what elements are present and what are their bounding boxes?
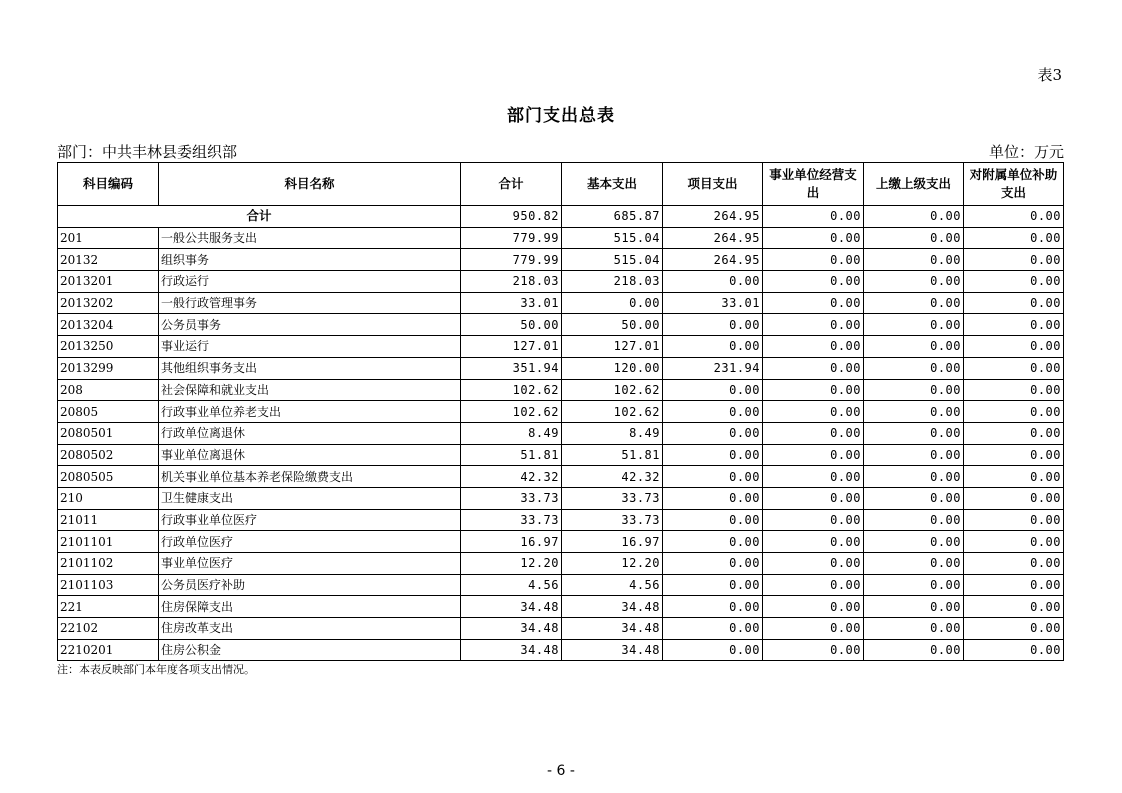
cell-superior: 0.00 bbox=[864, 336, 964, 358]
cell-total: 102.62 bbox=[461, 401, 562, 423]
cell-business: 0.00 bbox=[763, 618, 864, 640]
cell-total: 33.73 bbox=[461, 509, 562, 531]
cell-superior: 0.00 bbox=[864, 401, 964, 423]
cell-basic: 33.73 bbox=[562, 487, 663, 509]
cell-subsidy: 0.00 bbox=[964, 401, 1064, 423]
cell-code: 20805 bbox=[58, 401, 159, 423]
cell-code: 21011 bbox=[58, 509, 159, 531]
cell-project: 0.00 bbox=[663, 553, 763, 575]
cell-basic: 515.04 bbox=[562, 249, 663, 271]
cell-total: 16.97 bbox=[461, 531, 562, 553]
header-business: 事业单位经营支出 bbox=[763, 163, 864, 206]
cell-subsidy: 0.00 bbox=[964, 314, 1064, 336]
cell-total: 34.48 bbox=[461, 618, 562, 640]
cell-project: 0.00 bbox=[663, 401, 763, 423]
table-row bbox=[58, 336, 1064, 358]
cell-subsidy: 0.00 bbox=[964, 271, 1064, 293]
cell-code: 221 bbox=[58, 596, 159, 618]
header-project: 项目支出 bbox=[663, 163, 763, 206]
cell-code: 2013250 bbox=[58, 336, 159, 358]
cell-project: 0.00 bbox=[663, 379, 763, 401]
table-row bbox=[58, 227, 1064, 249]
cell-name: 社会保障和就业支出 bbox=[159, 379, 461, 401]
cell-total: 12.20 bbox=[461, 553, 562, 575]
cell-basic: 34.48 bbox=[562, 639, 663, 661]
cell-subsidy: 0.00 bbox=[964, 639, 1064, 661]
cell-total: 4.56 bbox=[461, 574, 562, 596]
cell-superior: 0.00 bbox=[864, 444, 964, 466]
cell-subsidy: 0.00 bbox=[964, 553, 1064, 575]
total-row-business: 0.00 bbox=[763, 206, 864, 228]
cell-superior: 0.00 bbox=[864, 357, 964, 379]
cell-basic: 16.97 bbox=[562, 531, 663, 553]
total-row-basic: 685.87 bbox=[562, 206, 663, 228]
cell-code: 2101102 bbox=[58, 553, 159, 575]
cell-project: 0.00 bbox=[663, 466, 763, 488]
cell-superior: 0.00 bbox=[864, 531, 964, 553]
cell-subsidy: 0.00 bbox=[964, 357, 1064, 379]
cell-project: 0.00 bbox=[663, 618, 763, 640]
cell-subsidy: 0.00 bbox=[964, 487, 1064, 509]
cell-superior: 0.00 bbox=[864, 271, 964, 293]
cell-name: 机关事业单位基本养老保险缴费支出 bbox=[159, 466, 461, 488]
cell-basic: 218.03 bbox=[562, 271, 663, 293]
cell-name: 其他组织事务支出 bbox=[159, 357, 461, 379]
header-superior: 上缴上级支出 bbox=[864, 163, 964, 206]
cell-project: 264.95 bbox=[663, 249, 763, 271]
table-row bbox=[58, 574, 1064, 596]
cell-subsidy: 0.00 bbox=[964, 618, 1064, 640]
cell-subsidy: 0.00 bbox=[964, 466, 1064, 488]
cell-superior: 0.00 bbox=[864, 553, 964, 575]
table-row bbox=[58, 639, 1064, 661]
cell-project: 33.01 bbox=[663, 292, 763, 314]
cell-business: 0.00 bbox=[763, 639, 864, 661]
cell-basic: 8.49 bbox=[562, 422, 663, 444]
header-total: 合计 bbox=[461, 163, 562, 206]
cell-superior: 0.00 bbox=[864, 227, 964, 249]
cell-business: 0.00 bbox=[763, 596, 864, 618]
cell-subsidy: 0.00 bbox=[964, 249, 1064, 271]
cell-name: 事业运行 bbox=[159, 336, 461, 358]
cell-project: 231.94 bbox=[663, 357, 763, 379]
cell-basic: 120.00 bbox=[562, 357, 663, 379]
cell-subsidy: 0.00 bbox=[964, 379, 1064, 401]
cell-superior: 0.00 bbox=[864, 379, 964, 401]
table-number: 表3 bbox=[1037, 66, 1062, 84]
cell-total: 218.03 bbox=[461, 271, 562, 293]
cell-project: 264.95 bbox=[663, 227, 763, 249]
header-name: 科目名称 bbox=[159, 163, 461, 206]
cell-code: 210 bbox=[58, 487, 159, 509]
cell-code: 2080501 bbox=[58, 422, 159, 444]
table-note: 注：本表反映部门本年度各项支出情况。 bbox=[57, 663, 255, 676]
cell-superior: 0.00 bbox=[864, 292, 964, 314]
header-basic: 基本支出 bbox=[562, 163, 663, 206]
total-row bbox=[58, 206, 1064, 228]
cell-name: 住房保障支出 bbox=[159, 596, 461, 618]
cell-total: 8.49 bbox=[461, 422, 562, 444]
cell-total: 42.32 bbox=[461, 466, 562, 488]
cell-superior: 0.00 bbox=[864, 314, 964, 336]
cell-total: 33.01 bbox=[461, 292, 562, 314]
cell-code: 2210201 bbox=[58, 639, 159, 661]
table-row bbox=[58, 249, 1064, 271]
total-row-subsidy: 0.00 bbox=[964, 206, 1064, 228]
table-row bbox=[58, 487, 1064, 509]
page-title: 部门支出总表 bbox=[507, 106, 615, 126]
cell-superior: 0.00 bbox=[864, 596, 964, 618]
table-row bbox=[58, 379, 1064, 401]
page-number: - 6 - bbox=[547, 763, 575, 779]
cell-total: 34.48 bbox=[461, 596, 562, 618]
table-row bbox=[58, 357, 1064, 379]
unit-label: 单位：万元 bbox=[988, 143, 1064, 161]
cell-project: 0.00 bbox=[663, 422, 763, 444]
cell-code: 2013202 bbox=[58, 292, 159, 314]
table-row bbox=[58, 271, 1064, 293]
cell-project: 0.00 bbox=[663, 639, 763, 661]
cell-subsidy: 0.00 bbox=[964, 574, 1064, 596]
cell-subsidy: 0.00 bbox=[964, 531, 1064, 553]
table-header bbox=[58, 163, 1064, 206]
cell-business: 0.00 bbox=[763, 531, 864, 553]
cell-business: 0.00 bbox=[763, 271, 864, 293]
cell-name: 行政运行 bbox=[159, 271, 461, 293]
cell-name: 卫生健康支出 bbox=[159, 487, 461, 509]
cell-code: 20132 bbox=[58, 249, 159, 271]
table-row bbox=[58, 531, 1064, 553]
cell-code: 2013201 bbox=[58, 271, 159, 293]
cell-business: 0.00 bbox=[763, 357, 864, 379]
cell-name: 事业单位离退休 bbox=[159, 444, 461, 466]
cell-project: 0.00 bbox=[663, 574, 763, 596]
table-row bbox=[58, 444, 1064, 466]
total-row-superior: 0.00 bbox=[864, 206, 964, 228]
table-row bbox=[58, 596, 1064, 618]
cell-superior: 0.00 bbox=[864, 509, 964, 531]
cell-subsidy: 0.00 bbox=[964, 422, 1064, 444]
cell-name: 行政事业单位医疗 bbox=[159, 509, 461, 531]
cell-total: 779.99 bbox=[461, 227, 562, 249]
cell-business: 0.00 bbox=[763, 422, 864, 444]
cell-business: 0.00 bbox=[763, 292, 864, 314]
cell-total: 34.48 bbox=[461, 639, 562, 661]
table-row bbox=[58, 401, 1064, 423]
cell-name: 公务员医疗补助 bbox=[159, 574, 461, 596]
cell-code: 2013204 bbox=[58, 314, 159, 336]
cell-basic: 33.73 bbox=[562, 509, 663, 531]
table-row bbox=[58, 553, 1064, 575]
header-subsidy: 对附属单位补助支出 bbox=[964, 163, 1064, 206]
cell-code: 208 bbox=[58, 379, 159, 401]
cell-basic: 50.00 bbox=[562, 314, 663, 336]
cell-basic: 12.20 bbox=[562, 553, 663, 575]
cell-business: 0.00 bbox=[763, 574, 864, 596]
cell-total: 779.99 bbox=[461, 249, 562, 271]
cell-name: 行政事业单位养老支出 bbox=[159, 401, 461, 423]
cell-superior: 0.00 bbox=[864, 618, 964, 640]
cell-superior: 0.00 bbox=[864, 487, 964, 509]
cell-superior: 0.00 bbox=[864, 422, 964, 444]
cell-subsidy: 0.00 bbox=[964, 444, 1064, 466]
cell-business: 0.00 bbox=[763, 336, 864, 358]
cell-code: 2080502 bbox=[58, 444, 159, 466]
cell-business: 0.00 bbox=[763, 227, 864, 249]
cell-project: 0.00 bbox=[663, 531, 763, 553]
cell-basic: 102.62 bbox=[562, 401, 663, 423]
table-row bbox=[58, 509, 1064, 531]
cell-superior: 0.00 bbox=[864, 574, 964, 596]
cell-code: 2101103 bbox=[58, 574, 159, 596]
total-row-label: 合计 bbox=[58, 206, 461, 228]
cell-name: 行政单位医疗 bbox=[159, 531, 461, 553]
cell-basic: 42.32 bbox=[562, 466, 663, 488]
cell-code: 2080505 bbox=[58, 466, 159, 488]
cell-total: 50.00 bbox=[461, 314, 562, 336]
cell-code: 201 bbox=[58, 227, 159, 249]
cell-business: 0.00 bbox=[763, 553, 864, 575]
cell-business: 0.00 bbox=[763, 379, 864, 401]
cell-subsidy: 0.00 bbox=[964, 596, 1064, 618]
table-body bbox=[58, 206, 1064, 661]
cell-total: 51.81 bbox=[461, 444, 562, 466]
cell-superior: 0.00 bbox=[864, 639, 964, 661]
table-row bbox=[58, 292, 1064, 314]
cell-subsidy: 0.00 bbox=[964, 509, 1064, 531]
cell-code: 2013299 bbox=[58, 357, 159, 379]
header-code: 科目编码 bbox=[58, 163, 159, 206]
cell-total: 127.01 bbox=[461, 336, 562, 358]
cell-project: 0.00 bbox=[663, 336, 763, 358]
cell-basic: 4.56 bbox=[562, 574, 663, 596]
cell-subsidy: 0.00 bbox=[964, 227, 1064, 249]
cell-project: 0.00 bbox=[663, 314, 763, 336]
department-label: 部门：中共丰林县委组织部 bbox=[57, 143, 238, 161]
cell-business: 0.00 bbox=[763, 466, 864, 488]
cell-business: 0.00 bbox=[763, 444, 864, 466]
cell-business: 0.00 bbox=[763, 249, 864, 271]
cell-project: 0.00 bbox=[663, 271, 763, 293]
cell-total: 33.73 bbox=[461, 487, 562, 509]
cell-total: 102.62 bbox=[461, 379, 562, 401]
total-row-project: 264.95 bbox=[663, 206, 763, 228]
cell-basic: 34.48 bbox=[562, 596, 663, 618]
cell-project: 0.00 bbox=[663, 444, 763, 466]
cell-name: 住房改革支出 bbox=[159, 618, 461, 640]
cell-name: 一般行政管理事务 bbox=[159, 292, 461, 314]
table-row bbox=[58, 618, 1064, 640]
cell-name: 公务员事务 bbox=[159, 314, 461, 336]
cell-name: 住房公积金 bbox=[159, 639, 461, 661]
cell-basic: 515.04 bbox=[562, 227, 663, 249]
cell-subsidy: 0.00 bbox=[964, 292, 1064, 314]
table-row bbox=[58, 466, 1064, 488]
cell-project: 0.00 bbox=[663, 596, 763, 618]
cell-project: 0.00 bbox=[663, 487, 763, 509]
cell-basic: 34.48 bbox=[562, 618, 663, 640]
cell-business: 0.00 bbox=[763, 401, 864, 423]
cell-basic: 51.81 bbox=[562, 444, 663, 466]
cell-code: 22102 bbox=[58, 618, 159, 640]
cell-total: 351.94 bbox=[461, 357, 562, 379]
expense-table bbox=[57, 162, 1064, 661]
cell-basic: 127.01 bbox=[562, 336, 663, 358]
cell-name: 事业单位医疗 bbox=[159, 553, 461, 575]
table-row bbox=[58, 422, 1064, 444]
header-row bbox=[58, 163, 1064, 206]
table-row bbox=[58, 314, 1064, 336]
cell-code: 2101101 bbox=[58, 531, 159, 553]
cell-name: 组织事务 bbox=[159, 249, 461, 271]
cell-name: 一般公共服务支出 bbox=[159, 227, 461, 249]
total-row-total: 950.82 bbox=[461, 206, 562, 228]
cell-business: 0.00 bbox=[763, 509, 864, 531]
cell-project: 0.00 bbox=[663, 509, 763, 531]
cell-superior: 0.00 bbox=[864, 466, 964, 488]
cell-basic: 0.00 bbox=[562, 292, 663, 314]
cell-business: 0.00 bbox=[763, 487, 864, 509]
cell-superior: 0.00 bbox=[864, 249, 964, 271]
cell-basic: 102.62 bbox=[562, 379, 663, 401]
cell-subsidy: 0.00 bbox=[964, 336, 1064, 358]
cell-name: 行政单位离退休 bbox=[159, 422, 461, 444]
cell-business: 0.00 bbox=[763, 314, 864, 336]
